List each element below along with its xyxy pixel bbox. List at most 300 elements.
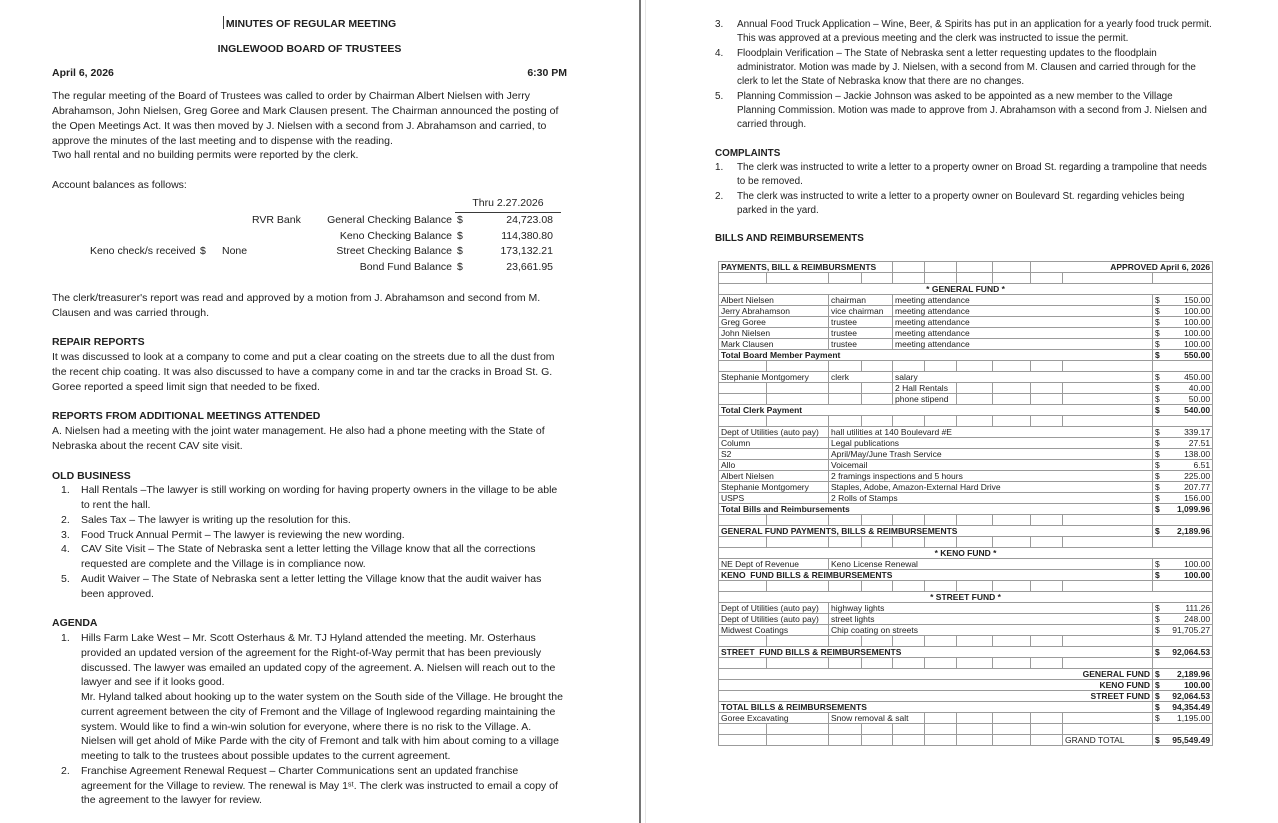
list-item — [715, 18, 1213, 47]
section-heading: OLD BUSINESS — [52, 469, 131, 482]
cell-desc: phone stipend — [893, 393, 957, 404]
date-row — [52, 66, 567, 81]
table-row-e4 — [719, 316, 1213, 327]
list-item-text — [81, 764, 567, 808]
cell-amount — [1153, 459, 1213, 470]
cell-amount — [1153, 613, 1213, 624]
amount-value: 100.00 — [1184, 338, 1211, 349]
amount-value: 2,189.96 — [1176, 668, 1211, 679]
balance-amount: 24,723.08 — [506, 213, 553, 226]
cell-grid — [1063, 635, 1153, 646]
cell-grid — [862, 360, 893, 371]
list-item-number: 3. — [715, 19, 724, 30]
cell-grid — [862, 723, 893, 734]
cell-role: vice chairman — [829, 305, 893, 316]
cell-grid — [829, 382, 862, 393]
cell-desc: salary — [893, 371, 1153, 382]
list-item-number: 2. — [61, 764, 70, 777]
table-row-tot — [719, 569, 1213, 580]
amount-value: 138.00 — [1184, 448, 1211, 459]
cell-grid — [957, 580, 993, 591]
list-item-number: 5. — [715, 90, 724, 102]
table-row-e2 — [719, 558, 1213, 569]
cell-grid — [767, 580, 829, 591]
cell-grid — [993, 415, 1031, 426]
numbered-list — [715, 18, 1213, 133]
cell-grid — [719, 382, 767, 393]
list-item — [52, 631, 567, 764]
cell-grid — [893, 360, 925, 371]
paragraph: A. Nielsen had a meeting with the joint water management. He also had a phone meeting with the State of Nebraska about the recent CAV site visit. — [52, 425, 545, 452]
dollar-sign: $ — [1155, 690, 1160, 701]
cell-grid — [767, 635, 829, 646]
cell-grid — [1153, 536, 1213, 547]
cell-grid — [862, 415, 893, 426]
table-row-title — [719, 261, 1213, 272]
amount-value: 2,189.96 — [1176, 525, 1211, 536]
table-row-e2 — [719, 492, 1213, 503]
cell-grid — [1031, 635, 1063, 646]
cell-total-label: Total Board Member Payment — [719, 349, 1153, 360]
cell-role: trustee — [829, 316, 893, 327]
cell-grid — [993, 514, 1031, 525]
list-item-number: 1. — [61, 484, 70, 497]
cell-grid — [1031, 734, 1063, 745]
dollar-sign: $ — [1155, 371, 1160, 382]
list-item-text — [737, 18, 1213, 47]
cell-grid — [1031, 580, 1063, 591]
amount-value: 540.00 — [1184, 404, 1211, 415]
cell-grid — [925, 734, 957, 745]
cell-grid — [925, 657, 957, 668]
cell-grid — [862, 393, 893, 404]
amount-value: 27.51 — [1188, 437, 1211, 448]
cell-grid — [829, 657, 862, 668]
cell-grid — [1153, 514, 1213, 525]
cell-amount — [1153, 305, 1213, 316]
cell-name: NE Dept of Revenue — [719, 558, 829, 569]
list-item-paragraph: Audit Waiver – The State of Nebraska sent a letter letting the Village know that the audit waiver has been approved. — [81, 572, 542, 600]
dollar-sign: $ — [1155, 492, 1160, 503]
table-row-tot — [719, 525, 1213, 536]
amount-value: 1,195.00 — [1176, 712, 1211, 723]
cell-grid — [993, 382, 1031, 393]
cell-section-header: * STREET FUND * — [719, 591, 1213, 602]
cell-grid — [993, 536, 1031, 547]
table-row-sub — [719, 393, 1213, 404]
cell-amount — [1153, 712, 1213, 723]
list-item-text — [81, 513, 567, 528]
cell-grid — [957, 712, 993, 723]
amount-value: 450.00 — [1184, 371, 1211, 382]
dollar-sign: $ — [1155, 558, 1160, 569]
cell-role: trustee — [829, 338, 893, 349]
cell-grid — [829, 723, 862, 734]
amount-value: 156.00 — [1184, 492, 1211, 503]
cell-grid — [893, 514, 925, 525]
cell-grid — [767, 393, 829, 404]
amount-value: 100.00 — [1184, 327, 1211, 338]
cell-amount — [1153, 624, 1213, 635]
cell-grid — [719, 580, 767, 591]
cell-grid — [893, 536, 925, 547]
cell-grid — [829, 635, 862, 646]
cell-grid — [1153, 723, 1213, 734]
cell-grid — [993, 261, 1031, 272]
cell-grid — [829, 536, 862, 547]
cell-amount — [1153, 470, 1213, 481]
table-row-tot — [719, 503, 1213, 514]
cell-amount — [1153, 679, 1213, 690]
list-item-paragraph: Floodplain Verification – The State of Nebraska sent a letter requesting updates to the floodplain administrator. Motion was made by J. Nielsen, with a second from M. Clausen and carried through for the clerk to let the State of Nebraska know that there are no changes. — [737, 47, 1196, 88]
cell-grid — [1063, 536, 1153, 547]
balance-label: General Checking Balance — [327, 213, 452, 226]
cell-grid — [862, 514, 893, 525]
cell-grid — [862, 382, 893, 393]
list-item-text — [737, 47, 1213, 90]
page-right-content — [652, 0, 1213, 746]
page-title: MINUTES OF REGULAR MEETING — [225, 18, 397, 30]
cell-grid — [925, 261, 957, 272]
dollar-sign: $ — [1155, 734, 1160, 745]
cell-grid — [1153, 272, 1213, 283]
cell-role: clerk — [829, 371, 893, 382]
cell-grand-total-label: GRAND TOTAL — [1063, 734, 1153, 745]
cell-grid — [1031, 536, 1063, 547]
page-divider-shadow — [645, 0, 646, 823]
balance-label: Keno Checking Balance — [339, 229, 452, 242]
table-row-e2 — [719, 613, 1213, 624]
list-item-paragraph: Franchise Agreement Renewal Request – Charter Communications sent an updated franchise agreement for the Village to review. The renewal is May 1ˢᵗ. The clerk was instructed to email a copy of the agreement to the lawyer for review. — [81, 764, 558, 807]
cell-grid — [993, 657, 1031, 668]
cell-name: Dept of Utilities (auto pay) — [719, 613, 829, 624]
cell-amount — [1153, 448, 1213, 459]
cell-desc: Staples, Adobe, Amazon-External Hard Drive — [829, 481, 1153, 492]
table-row-e4 — [719, 327, 1213, 338]
cell-name: Goree Excavating — [719, 712, 829, 723]
cell-amount — [1153, 294, 1213, 305]
cell-grid — [993, 734, 1031, 745]
cell-grid — [957, 272, 993, 283]
list-item-text — [737, 90, 1213, 133]
cell-grid — [719, 393, 767, 404]
cell-grid — [1063, 657, 1153, 668]
cell-grid — [993, 712, 1031, 723]
list-item-paragraph: Annual Food Truck Application – Wine, Beer, & Spirits has put in an application for a yearly food truck permit. This was approved at a previous meeting and the clerk was instructed to issue the permit. — [737, 19, 1212, 45]
table-row-sub — [719, 382, 1213, 393]
dollar-sign: $ — [1155, 316, 1160, 327]
cell-grid — [719, 734, 767, 745]
cell-name: Albert Nielsen — [719, 470, 829, 481]
meeting-date: April 6, 2026 — [52, 66, 114, 79]
cell-grid — [993, 580, 1031, 591]
dollar-sign: $ — [457, 260, 463, 273]
dollar-sign: $ — [1155, 646, 1160, 657]
cell-name: Stephanie Montgomery — [719, 481, 829, 492]
cell-grid — [1153, 580, 1213, 591]
cell-desc: meeting attendance — [893, 316, 1153, 327]
keno-check-label: Keno check/s received — [90, 244, 196, 257]
cell-grid — [767, 734, 829, 745]
cell-name: John Nielsen — [719, 327, 829, 338]
cell-grid — [957, 360, 993, 371]
cell-grid — [957, 514, 993, 525]
amount-value: 150.00 — [1184, 294, 1211, 305]
table-row-e2 — [719, 481, 1213, 492]
cell-name: Midwest Coatings — [719, 624, 829, 635]
cell-name: Albert Nielsen — [719, 294, 829, 305]
cell-section-header: * GENERAL FUND * — [719, 283, 1213, 294]
cell-grid — [957, 657, 993, 668]
cell-grid — [993, 635, 1031, 646]
table-row-e2 — [719, 448, 1213, 459]
table-row-right — [719, 690, 1213, 701]
cell-name: USPS — [719, 492, 829, 503]
table-row-e4 — [719, 294, 1213, 305]
table-row-tot — [719, 646, 1213, 657]
cell-grid — [893, 635, 925, 646]
cell-grid — [767, 415, 829, 426]
balance-period: Thru 2.27.2026 — [455, 196, 561, 213]
list-item-number: 2. — [715, 190, 724, 202]
dollar-sign: $ — [1155, 294, 1160, 305]
dollar-sign: $ — [1155, 624, 1160, 635]
amount-value: 91,705.27 — [1172, 624, 1211, 635]
cell-amount — [1153, 690, 1213, 701]
cell-desc: April/May/June Trash Service — [829, 448, 1153, 459]
cell-grid — [925, 723, 957, 734]
bank-name: RVR Bank — [252, 213, 301, 226]
list-item-paragraph: The clerk was instructed to write a letter to a property owner on Broad St. regarding a trampoline that needs to be removed. — [737, 162, 1207, 188]
list-item — [52, 483, 567, 513]
amount-value: 100.00 — [1184, 679, 1211, 690]
bills-table — [718, 261, 1213, 746]
cell-fund-label: STREET FUND — [719, 690, 1153, 701]
cell-grid — [957, 415, 993, 426]
list-item — [52, 764, 567, 808]
balance-amount: 114,380.80 — [501, 229, 553, 242]
table-row-e2 — [719, 624, 1213, 635]
cell-grid — [1031, 360, 1063, 371]
keno-check-dollar: $ — [200, 244, 206, 257]
cell-grid — [767, 723, 829, 734]
table-row-spacer — [719, 514, 1213, 525]
cell-grid — [1153, 635, 1213, 646]
table-row-section — [719, 283, 1213, 294]
cell-grid — [925, 415, 957, 426]
cell-grid — [719, 657, 767, 668]
cell-grid — [862, 536, 893, 547]
cell-grid — [829, 272, 862, 283]
cell-total-label: TOTAL BILLS & REIMBURSEMENTS — [719, 701, 1153, 712]
amount-value: 92,064.53 — [1172, 690, 1211, 701]
cell-grid — [719, 536, 767, 547]
section-heading: COMPLAINTS — [715, 147, 781, 159]
document-subtitle: INGLEWOOD BOARD OF TRUSTEES — [217, 42, 402, 55]
dollar-sign: $ — [1155, 459, 1160, 470]
cell-grid — [719, 415, 767, 426]
table-row-e4 — [719, 338, 1213, 349]
intro-paragraph: The regular meeting of the Board of Trustees was called to order by Chairman Albert Nielsen with Jerry Abrahamson, John Nielsen, Greg Goree and Mark Clausen present. The Chairman announced the posting of the Open Meetings Act. It was then moved by J. Nielsen with a second from J. Abrahamson and carried, to approve the minutes of the last meeting and to dispense with the reading. — [52, 90, 559, 147]
cell-grid — [862, 657, 893, 668]
cell-desc: Chip coating on streets — [829, 624, 1153, 635]
cell-grid — [993, 723, 1031, 734]
cell-grid — [1153, 360, 1213, 371]
cell-amount — [1153, 393, 1213, 404]
cell-grid — [1153, 415, 1213, 426]
amount-value: 100.00 — [1184, 558, 1211, 569]
cell-grid — [1063, 580, 1153, 591]
amount-value: 50.00 — [1188, 393, 1211, 404]
intro-paragraph-2: Two hall rental and no building permits were reported by the clerk. — [52, 149, 359, 162]
dollar-sign: $ — [457, 213, 463, 226]
account-balances-block — [52, 196, 567, 277]
table-row-spacer — [719, 360, 1213, 371]
cell-desc: street lights — [829, 613, 1153, 624]
cell-desc: meeting attendance — [893, 338, 1153, 349]
dollar-sign: $ — [1155, 712, 1160, 723]
cell-grid — [1031, 272, 1063, 283]
table-row-spacer — [719, 536, 1213, 547]
list-item-number: 1. — [715, 162, 724, 174]
cell-desc: hall utilities at 140 Boulevard #E — [829, 426, 1153, 437]
list-item-number: 5. — [61, 572, 70, 585]
cell-grid — [719, 360, 767, 371]
dollar-sign: $ — [1155, 569, 1160, 580]
dollar-sign: $ — [1155, 437, 1160, 448]
cell-approved: APPROVED April 6, 2026 — [1031, 261, 1213, 272]
cell-amount — [1153, 602, 1213, 613]
list-item-number: 3. — [61, 528, 70, 541]
cell-role: chairman — [829, 294, 893, 305]
cell-grid — [767, 657, 829, 668]
cell-total-label: Total Bills and Reimbursements — [719, 503, 1153, 514]
dollar-sign: $ — [457, 229, 463, 242]
amount-value: 111.26 — [1185, 602, 1211, 613]
list-item-paragraph: The clerk was instructed to write a letter to a property owner on Boulevard St. regarding vehicles being parked in the yard. — [737, 190, 1185, 217]
dollar-sign: $ — [457, 244, 463, 257]
table-row-e4 — [719, 305, 1213, 316]
cell-desc: highway lights — [829, 602, 1153, 613]
list-item-number: 1. — [61, 632, 70, 644]
list-item — [52, 542, 567, 572]
list-item — [715, 90, 1213, 133]
amount-value: 94,354.49 — [1172, 701, 1211, 712]
dollar-sign: $ — [1155, 525, 1160, 536]
balance-label: Bond Fund Balance — [359, 260, 452, 273]
numbered-list — [52, 631, 567, 808]
cell-total-label: KENO FUND BILLS & REIMBURSEMENTS — [719, 569, 1153, 580]
table-row-section — [719, 591, 1213, 602]
cell-amount — [1153, 382, 1213, 393]
table-row-e4 — [719, 371, 1213, 382]
table-row-e2 — [719, 437, 1213, 448]
table-row-tot — [719, 349, 1213, 360]
cell-grid — [1031, 415, 1063, 426]
cell-grid — [829, 734, 862, 745]
cell-grid — [925, 360, 957, 371]
cell-desc: Voicemail — [829, 459, 1153, 470]
cell-name: Mark Clausen — [719, 338, 829, 349]
cell-grid — [1031, 712, 1063, 723]
cell-grid — [767, 536, 829, 547]
cell-grid — [893, 723, 925, 734]
cell-grid — [829, 580, 862, 591]
amount-value: 95,549.49 — [1172, 734, 1211, 745]
amount-value: 339.17 — [1184, 426, 1211, 437]
dollar-sign: $ — [1155, 481, 1160, 492]
list-item-text — [81, 572, 567, 602]
cell-name: Dept of Utilities (auto pay) — [719, 426, 829, 437]
list-item-paragraph: Planning Commission – Jackie Johnson was asked to be appointed as a new member to the Village Planning Commission. Motion was made to approve from J. Abrahamson with a second from J. Nielsen and carried through. — [737, 90, 1207, 131]
cell-grid — [925, 272, 957, 283]
list-item-number: 4. — [715, 47, 724, 59]
list-item — [715, 190, 1213, 219]
cell-grid — [1031, 723, 1063, 734]
dollar-sign: $ — [1155, 426, 1160, 437]
dollar-sign: $ — [1155, 470, 1160, 481]
cell-grid — [993, 360, 1031, 371]
dollar-sign: $ — [1155, 338, 1160, 349]
numbered-list — [52, 483, 567, 601]
cell-desc: 2 framings inspections and 5 hours — [829, 470, 1153, 481]
cell-amount — [1153, 404, 1213, 415]
cell-total-label: Total Clerk Payment — [719, 404, 1153, 415]
cell-name: Jerry Abrahamson — [719, 305, 829, 316]
list-item-paragraph: Hall Rentals –The lawyer is still working on wording for having property owners in the village to be able to rent the hall. — [81, 484, 558, 511]
balance-label: Street Checking Balance — [336, 244, 452, 257]
list-item-text — [81, 528, 567, 543]
table-row-tot — [719, 701, 1213, 712]
cell-grid — [829, 415, 862, 426]
cell-amount — [1153, 734, 1213, 745]
cell-name: Column — [719, 437, 829, 448]
cell-grid — [1063, 272, 1153, 283]
cell-grid — [925, 580, 957, 591]
amount-value: 207.77 — [1184, 481, 1211, 492]
cell-grid — [862, 272, 893, 283]
dollar-sign: $ — [1155, 679, 1160, 690]
list-item-text — [81, 483, 567, 513]
cell-amount — [1153, 569, 1213, 580]
table-row-spacer — [719, 580, 1213, 591]
cell-desc: meeting attendance — [893, 327, 1153, 338]
cell-grid — [993, 272, 1031, 283]
cell-name: S2 — [719, 448, 829, 459]
list-item-number: 4. — [61, 543, 70, 556]
cell-amount — [1153, 492, 1213, 503]
cell-grid — [719, 272, 767, 283]
cell-grid — [719, 723, 767, 734]
cell-grid — [893, 734, 925, 745]
dollar-sign: $ — [1155, 448, 1160, 459]
cell-grid — [1063, 712, 1153, 723]
table-row-e2 — [719, 426, 1213, 437]
cell-grid — [1153, 657, 1213, 668]
amount-value: 550.00 — [1184, 349, 1211, 360]
cell-amount — [1153, 338, 1213, 349]
cell-name: Allo — [719, 459, 829, 470]
table-row-split — [719, 712, 1213, 723]
section-heading: BILLS AND REIMBURSEMENTS — [715, 233, 864, 245]
cell-name: Greg Goree — [719, 316, 829, 327]
amount-value: 100.00 — [1184, 569, 1211, 580]
dollar-sign: $ — [1155, 404, 1160, 415]
dollar-sign: $ — [1155, 305, 1160, 316]
cell-desc: Snow removal & salt — [829, 712, 925, 723]
cell-amount — [1153, 316, 1213, 327]
cell-grid — [829, 360, 862, 371]
